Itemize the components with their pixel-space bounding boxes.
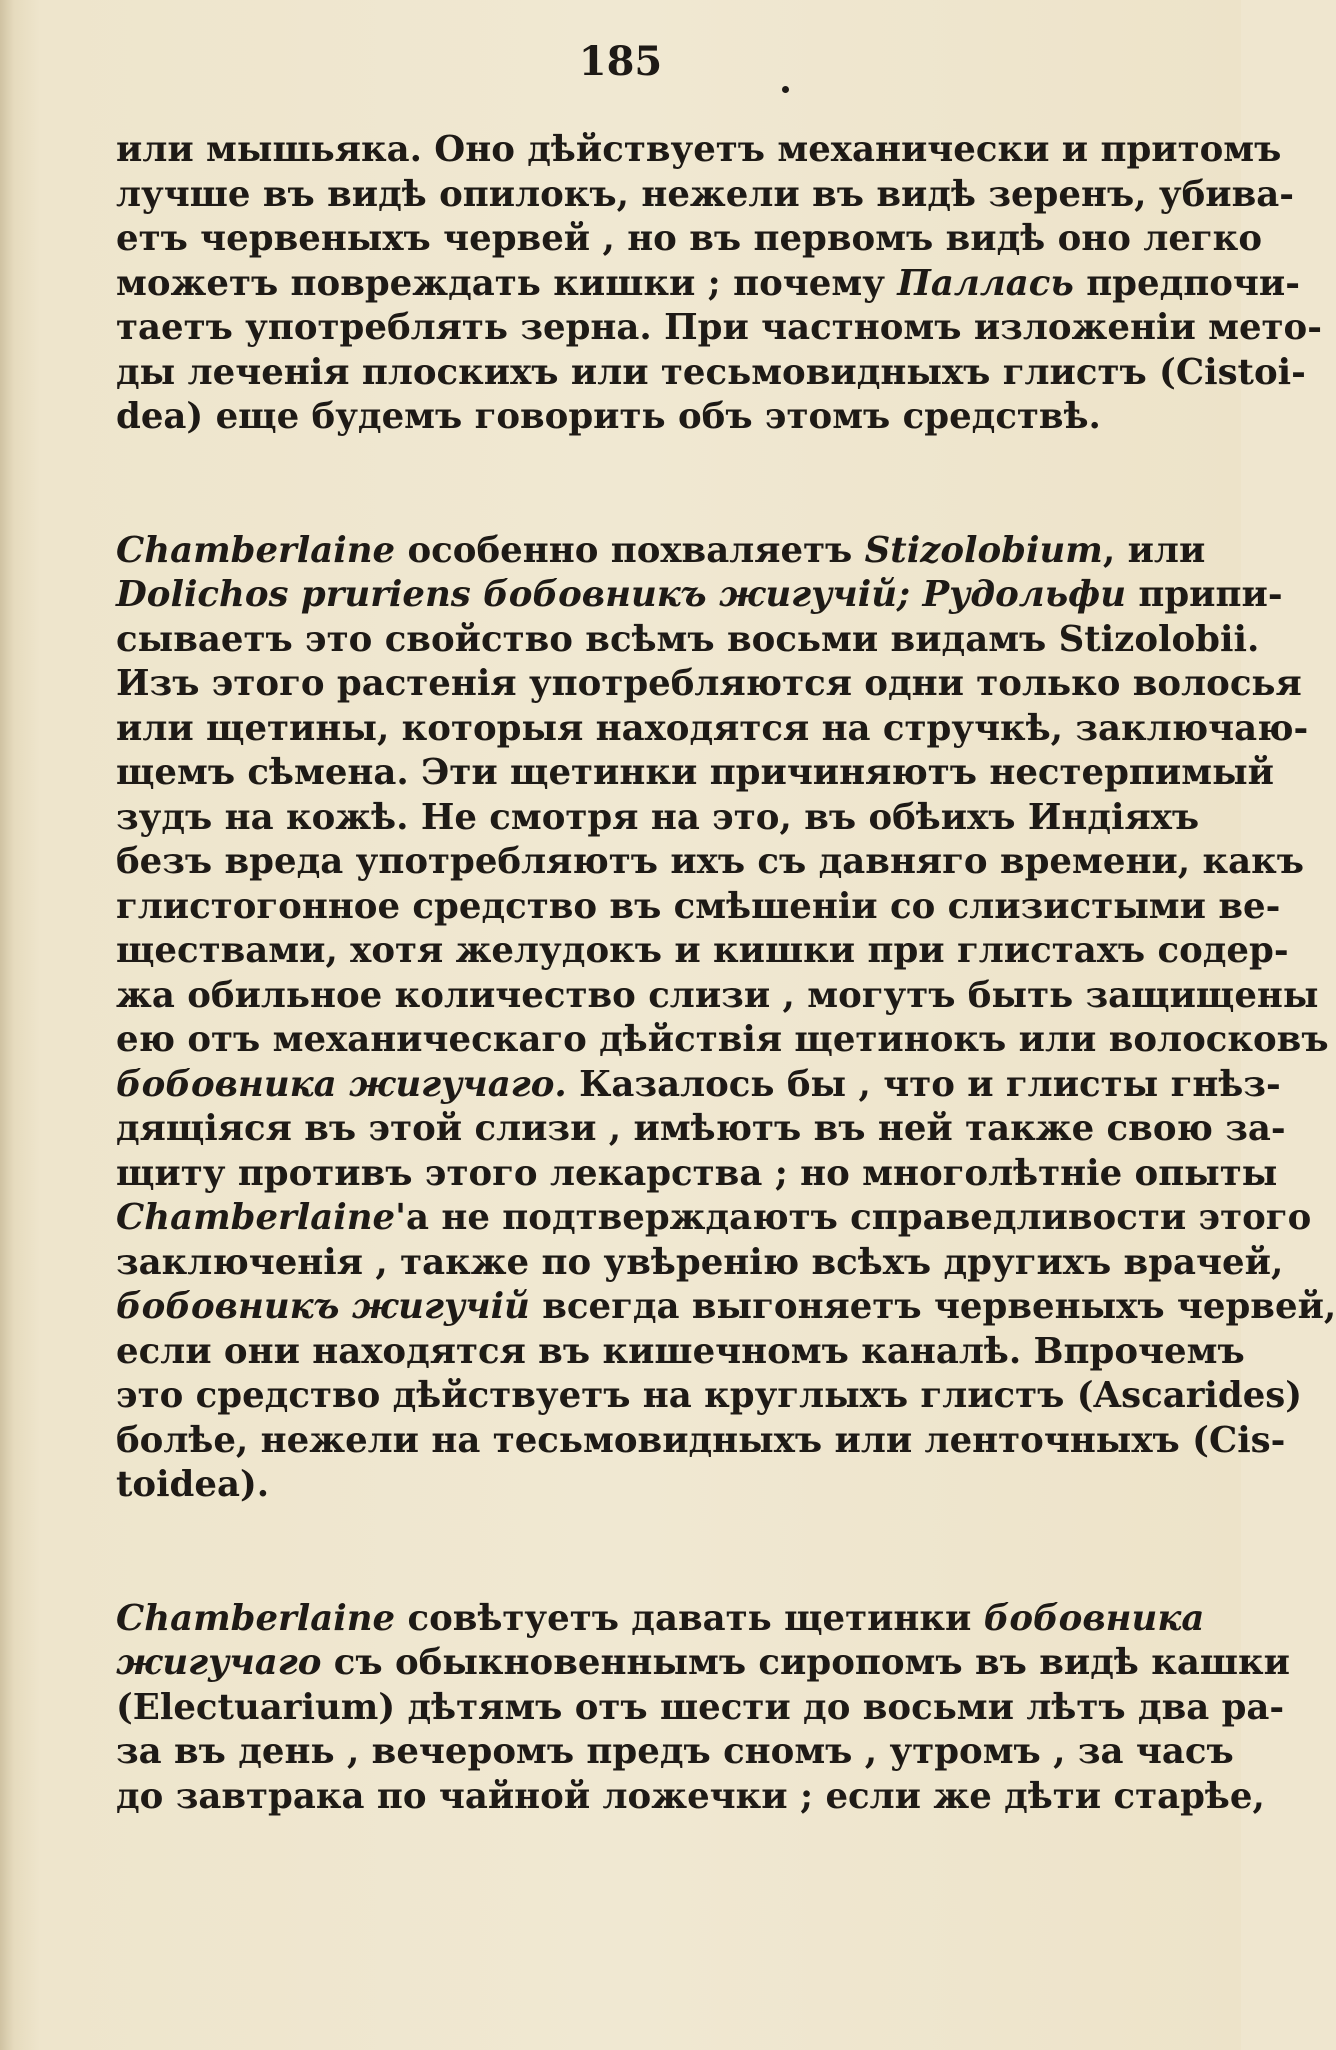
text-line <box>116 1018 1329 1063</box>
text-line <box>116 1241 1284 1286</box>
text-run: ею отъ механическаго дѣйствія щетинокъ или волосковъ <box>116 1019 1329 1060</box>
text-run: лучше въ видѣ опилокъ, нежели въ видѣ зеренъ, убива- <box>116 173 1295 215</box>
text-line <box>116 529 1206 574</box>
text-line <box>116 1463 1166 1508</box>
text-line <box>116 751 1274 796</box>
text-run: таетъ употреблять зерна. При частномъ изложеніи мето- <box>116 307 1322 348</box>
italic-run: Рудольфи <box>922 574 1127 615</box>
text-run: всегда выгоняетъ червеныхъ червей, <box>529 1286 1336 1327</box>
text-run: съ обыкновеннымъ сиропомъ въ видѣ кашки <box>321 1642 1290 1683</box>
text-line <box>116 573 1283 618</box>
text-line <box>116 1063 1281 1108</box>
ink-dot <box>782 86 789 93</box>
italic-run: Dolichos pruriens бобовникъ жигучій; <box>116 574 911 615</box>
text-line <box>116 885 1281 930</box>
text-line <box>116 662 1302 707</box>
italic-run: бобовника <box>983 1597 1205 1639</box>
text-run: можетъ повреждать кишки ; почему <box>116 262 898 304</box>
text-line <box>116 707 1309 752</box>
text-run: сываетъ это свойство всѣмъ восьми видамъ Stizolobii. <box>116 618 1260 660</box>
body-text <box>116 128 1336 1819</box>
paragraph <box>116 529 1336 1508</box>
text-run: совѣтуетъ давать щетинки <box>395 1597 984 1639</box>
text-run: дящіяся въ этой слизи , имѣютъ въ ней также свою за- <box>116 1108 1286 1149</box>
text-run: это средство дѣйствуетъ на круглыхъ глистъ (Ascarides) <box>116 1375 1303 1416</box>
paragraph <box>116 1597 1290 1820</box>
italic-run: Chamberlaine <box>116 1197 396 1238</box>
text-line <box>116 618 1260 663</box>
text-run: зудъ на кожѣ. Не смотря на это, въ обѣихъ Индіяхъ <box>116 796 1200 838</box>
text-line <box>116 1374 1303 1419</box>
text-line <box>116 1285 1336 1330</box>
text-run: Изъ этого растенія употребляются одни только волосья <box>116 663 1302 704</box>
italic-run: Chamberlaine <box>116 529 396 571</box>
text-run: заключенія , также по увѣренію всѣхъ другихъ врачей, <box>116 1241 1284 1283</box>
text-run: глистогонное средство въ смѣшеніи со слизистыми ве- <box>116 885 1281 927</box>
italic-run: Паллась <box>897 262 1074 304</box>
text-run: етъ червеныхъ червей , но въ первомъ видѣ оно легко <box>116 218 1263 259</box>
italic-run: бобовника жигучаго. <box>116 1063 567 1105</box>
text-line <box>116 796 1200 841</box>
text-run: , или <box>1102 529 1206 571</box>
italic-run: бобовникъ жигучій <box>116 1286 530 1327</box>
text-run: жа обильное количество слизи , могутъ быть защищены <box>116 974 1319 1016</box>
text-run: предпочи- <box>1073 262 1300 304</box>
text-line <box>116 1419 1286 1464</box>
text-run: щиту противъ этого лекарства ; но многолѣтніе опыты <box>116 1152 1278 1194</box>
text-line <box>116 1686 1285 1731</box>
text-line <box>116 1641 1290 1686</box>
text-run: или мышьяка. Оно дѣйствуетъ механически и притомъ <box>116 129 1282 170</box>
text-run: болѣе, нежели на тесьмовидныхъ или ленточныхъ (Cis- <box>116 1419 1286 1461</box>
text-line <box>116 1107 1286 1152</box>
text-line <box>116 1196 1312 1241</box>
text-line <box>116 395 1166 440</box>
text-line <box>116 840 1304 885</box>
text-line <box>116 1597 1205 1642</box>
text-line <box>116 173 1295 218</box>
page-number: 185 <box>578 38 663 85</box>
text-run <box>910 574 922 615</box>
paragraph-gap <box>116 1508 1166 1597</box>
text-line <box>116 262 1300 307</box>
text-run: ды леченія плоскихъ или тесьмовидныхъ глистъ (Cistoi- <box>116 351 1306 393</box>
text-line <box>116 1730 1234 1775</box>
text-run: щемъ сѣмена. Эти щетинки причиняютъ нестерпимый <box>116 752 1274 793</box>
text-line <box>116 306 1322 351</box>
text-line <box>116 1330 1245 1375</box>
text-run: (Electuarium) дѣтямъ отъ шести до восьми лѣтъ два ра- <box>116 1686 1285 1728</box>
text-run: до завтрака по чайной ложечки ; если же дѣти старѣе, <box>116 1775 1265 1817</box>
text-run: или щетины, которыя находятся на стручкѣ, заключаю- <box>116 707 1309 749</box>
text-run: особенно похваляетъ <box>395 529 865 571</box>
italic-run: Chamberlaine <box>116 1597 396 1639</box>
text-run: 'а не подтверждаютъ справедливости этого <box>395 1197 1312 1238</box>
text-line <box>116 351 1306 396</box>
text-line <box>116 1152 1278 1197</box>
text-line <box>116 974 1319 1019</box>
text-line <box>116 217 1263 262</box>
paragraph-gap <box>116 440 1166 529</box>
text-line <box>116 929 1289 974</box>
text-run: припи- <box>1126 574 1283 615</box>
text-run: если они находятся въ кишечномъ каналѣ. Впрочемъ <box>116 1330 1245 1372</box>
italic-run: жигучаго <box>116 1642 322 1683</box>
text-run: безъ вреда употребляютъ ихъ съ давняго времени, какъ <box>116 841 1304 882</box>
paragraph <box>116 128 1322 440</box>
italic-run: Stizolobium <box>864 529 1103 571</box>
text-line <box>116 128 1282 173</box>
text-run: Казалось бы , что и глисты гнѣз- <box>566 1063 1281 1105</box>
text-run: toidea). <box>116 1464 270 1505</box>
text-run: ществами, хотя желудокъ и кишки при глистахъ содер- <box>116 930 1289 971</box>
text-run: dea) еще будемъ говорить объ этомъ средствѣ. <box>116 396 1101 437</box>
text-line <box>116 1775 1265 1820</box>
text-run: за въ день , вечеромъ предъ сномъ , утромъ , за часъ <box>116 1731 1234 1772</box>
